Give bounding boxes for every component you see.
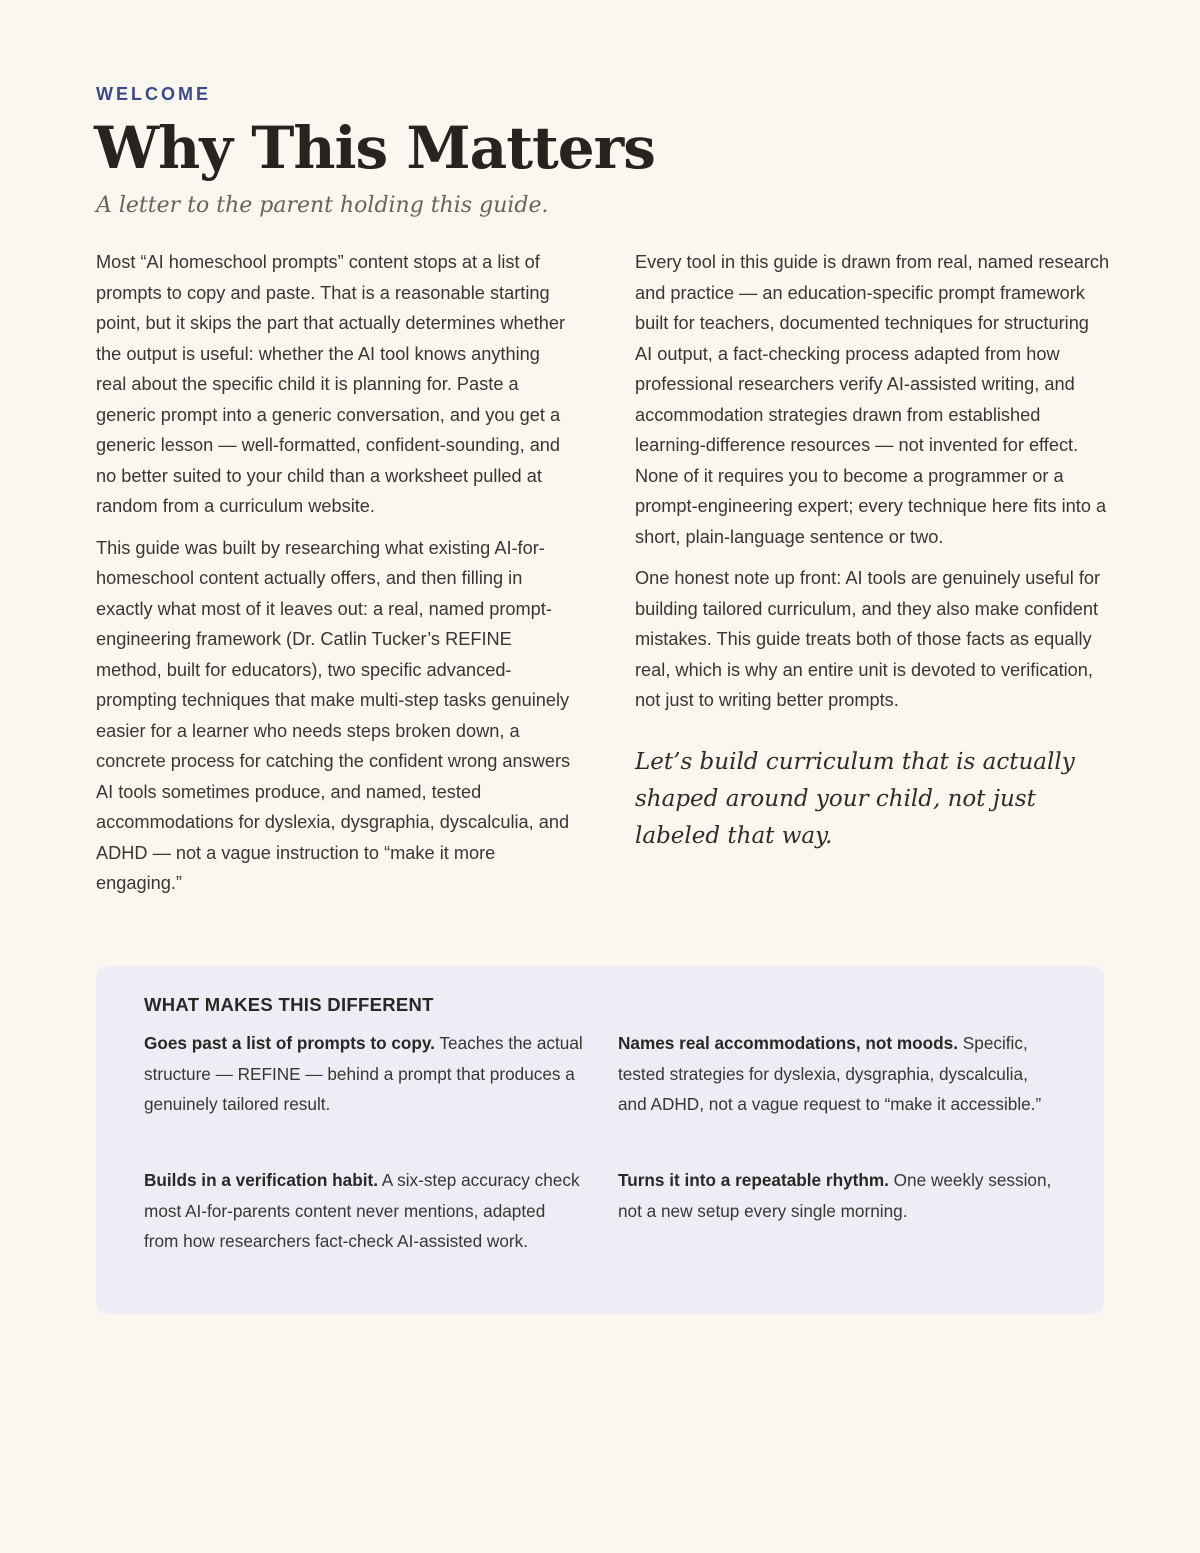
feature-text: Specific, tested strategies for dyslexia, dysgraphia, dyscalculia, and ADHD, not a vague request to “make it accessible.” — [618, 1033, 1042, 1115]
body-paragraph: One honest note up front: AI tools are genuinely useful for building tailored curriculum, and they also make confident mistakes. This guide treats both of those facts as equally real, which is why an entire unit is devoted to verification, not just to writing better prompts. — [635, 568, 1101, 710]
section-eyebrow: WELCOME — [96, 84, 211, 104]
feature-item — [618, 1028, 1058, 1120]
feature-lead: Builds in a verification habit. — [144, 1170, 378, 1190]
feature-lead: Turns it into a repeatable rhythm. — [618, 1170, 889, 1190]
feature-text: A six-step accuracy check most AI-for-parents content never mentions, adapted from how researchers fact-check AI-assisted work. — [144, 1170, 580, 1252]
feature-item — [144, 1165, 584, 1257]
body-paragraph: This guide was built by researching what existing AI-for-homeschool content actually offers, and then filling in exactly what most of it leaves out: a real, named prompt-engineering framework (Dr. Catlin Tucker’s REFINE method, built for educators), two specific advanced-prompting techniques that make multi-step tasks genuinely easier for a learner who needs steps broken down, a concrete process for catching the confident wrong answers AI tools sometimes produce, and named, tested accommodations for dyslexia, dysgraphia, dyscalculia, and ADHD — not a vague instruction to “make it more engaging.” — [96, 537, 571, 893]
what-makes-different-box — [96, 966, 1104, 1314]
feature-text: One weekly session, not a new setup every single morning. — [618, 1170, 1052, 1221]
feature-lead: Goes past a list of prompts to copy. — [144, 1033, 435, 1053]
page-title: Why This Matters — [94, 114, 655, 182]
feature-lead: Names real accommodations, not moods. — [618, 1033, 959, 1053]
pull-quote: Let’s build curriculum that is actually shaped around your child, not just labeled that way. — [635, 748, 1075, 849]
body-column-right — [635, 247, 1110, 855]
body-paragraph: Most “AI homeschool prompts” content stops at a list of prompts to copy and paste. That is a reasonable starting point, but it skips the part that actually determines whether the output is useful: whether the AI tool knows anything real about the specific child it is planning for. Paste a generic prompt into a generic conversation, and you get a generic lesson — well-formatted, confident-sounding, and no better suited to your child than a worksheet pulled at random from a curriculum website. — [96, 252, 566, 516]
feature-item — [618, 1165, 1058, 1226]
body-paragraph: Every tool in this guide is drawn from real, named research and practice — an education-specific prompt framework built for teachers, documented techniques for structuring AI output, a fact-checking process adapted from how professional researchers verify AI-assisted writing, and accommodation strategies drawn from established learning-difference resources — not invented for effect. None of it requires you to become a programmer or a prompt-engineering expert; every technique here fits into a short, plain-language sentence or two. — [635, 252, 1110, 547]
body-column-left — [96, 247, 574, 910]
page-subtitle: A letter to the parent holding this guide. — [96, 193, 549, 218]
feature-text: Teaches the actual structure — REFINE — behind a prompt that produces a genuinely tailored result. — [144, 1033, 583, 1115]
box-heading: WHAT MAKES THIS DIFFERENT — [144, 994, 434, 1015]
feature-item — [144, 1028, 584, 1120]
